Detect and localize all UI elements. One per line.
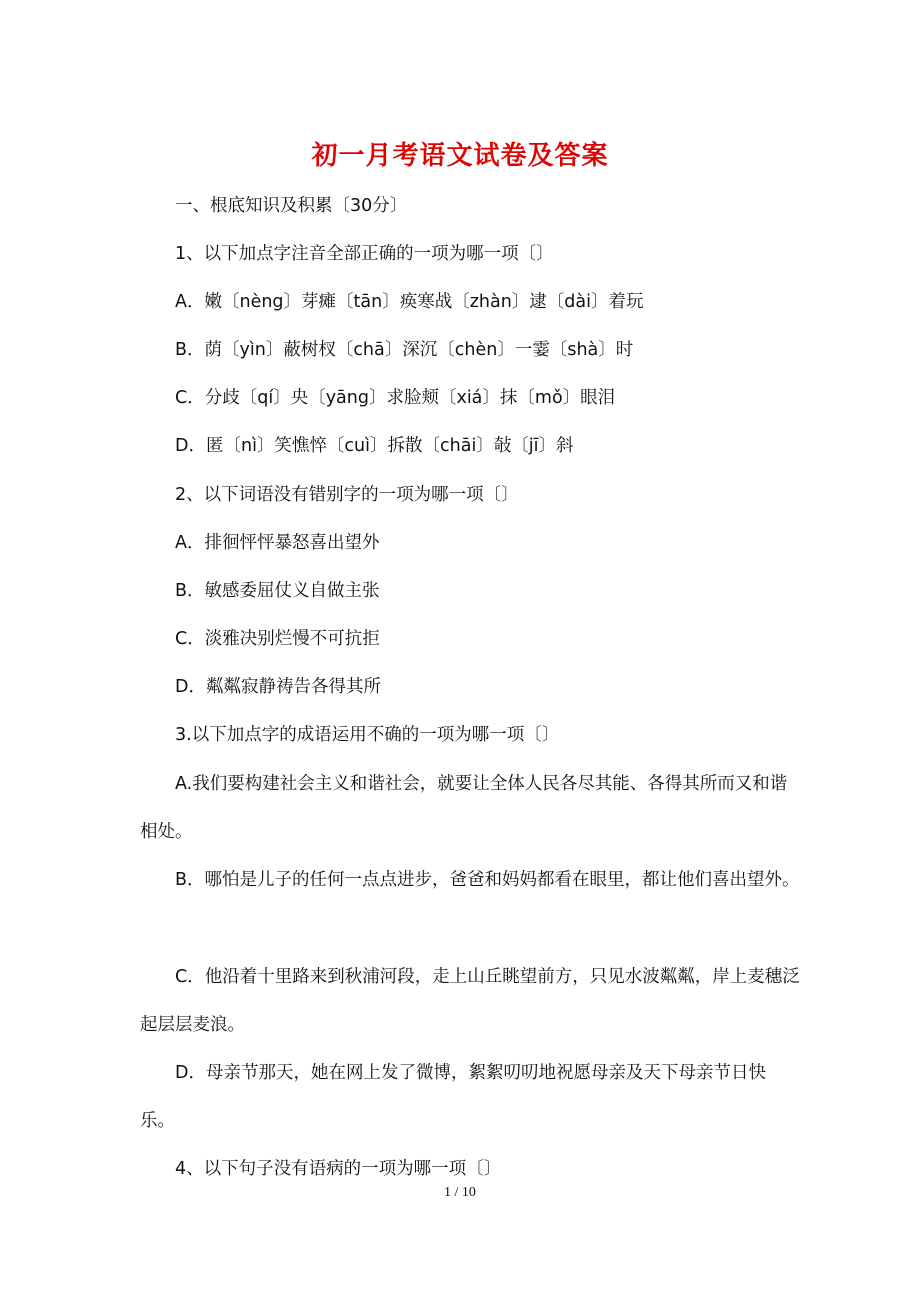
document-title: 初一月考语文试卷及答案 [311, 141, 609, 171]
question-2-stem: 2、以下词语没有错别字的一项为哪一项〔〕 [175, 485, 519, 505]
question-2-option-a: A．排徊怦怦暴怒喜出望外 [175, 533, 380, 553]
question-3-option-b: B．哪怕是儿子的任何一点点进步，爸爸和妈妈都看在眼里，都让他们喜出望外。 [175, 870, 800, 890]
question-3-stem: 3.以下加点字的成语运用不确的一项为哪一项〔〕 [175, 725, 560, 745]
question-1-option-a: A．嫩〔nèng〕芽瘫〔tān〕痪寒战〔zhàn〕逮〔dài〕着玩 [175, 292, 644, 312]
question-3-option-d: D．母亲节那天，她在网上发了微博，絮絮叨叨地祝愿母亲及天下母亲节日快乐。 [140, 1063, 766, 1131]
question-2-option-c: C．淡雅决别烂慢不可抗拒 [175, 629, 380, 649]
question-4-stem: 4、以下句子没有语病的一项为哪一项〔〕 [175, 1159, 502, 1179]
question-1-stem: 1、以下加点字注音全部正确的一项为哪一项〔〕 [175, 244, 554, 264]
question-2-option-d: D．粼粼寂静祷告各得其所 [175, 677, 381, 697]
question-1-option-c: C．分歧〔qí〕央〔yāng〕求脸颊〔xiá〕抹〔mǒ〕眼泪 [175, 388, 616, 408]
question-3-option-a: A.我们要构建社会主义和谐社会，就要让全体人民各尽其能、各得其所而又和谐相处。 [140, 774, 788, 842]
question-1-option-b: B．荫〔yìn〕蔽树杈〔chā〕深沉〔chèn〕一霎〔shà〕时 [175, 340, 634, 360]
question-1-option-d: D．匿〔nì〕笑憔悴〔cuì〕拆散〔chāi〕敧〔jī〕斜 [175, 436, 574, 456]
page-number: 1 / 10 [444, 1185, 476, 1200]
section-heading: 一、根底知识及积累〔30分〕 [175, 196, 408, 216]
question-3-option-c: C．他沿着十里路来到秋浦河段，走上山丘眺望前方，只见水波粼粼，岸上麦穗泛起层层麦浪。 [140, 967, 800, 1035]
question-2-option-b: B．敏感委屈仗义自做主张 [175, 581, 380, 601]
